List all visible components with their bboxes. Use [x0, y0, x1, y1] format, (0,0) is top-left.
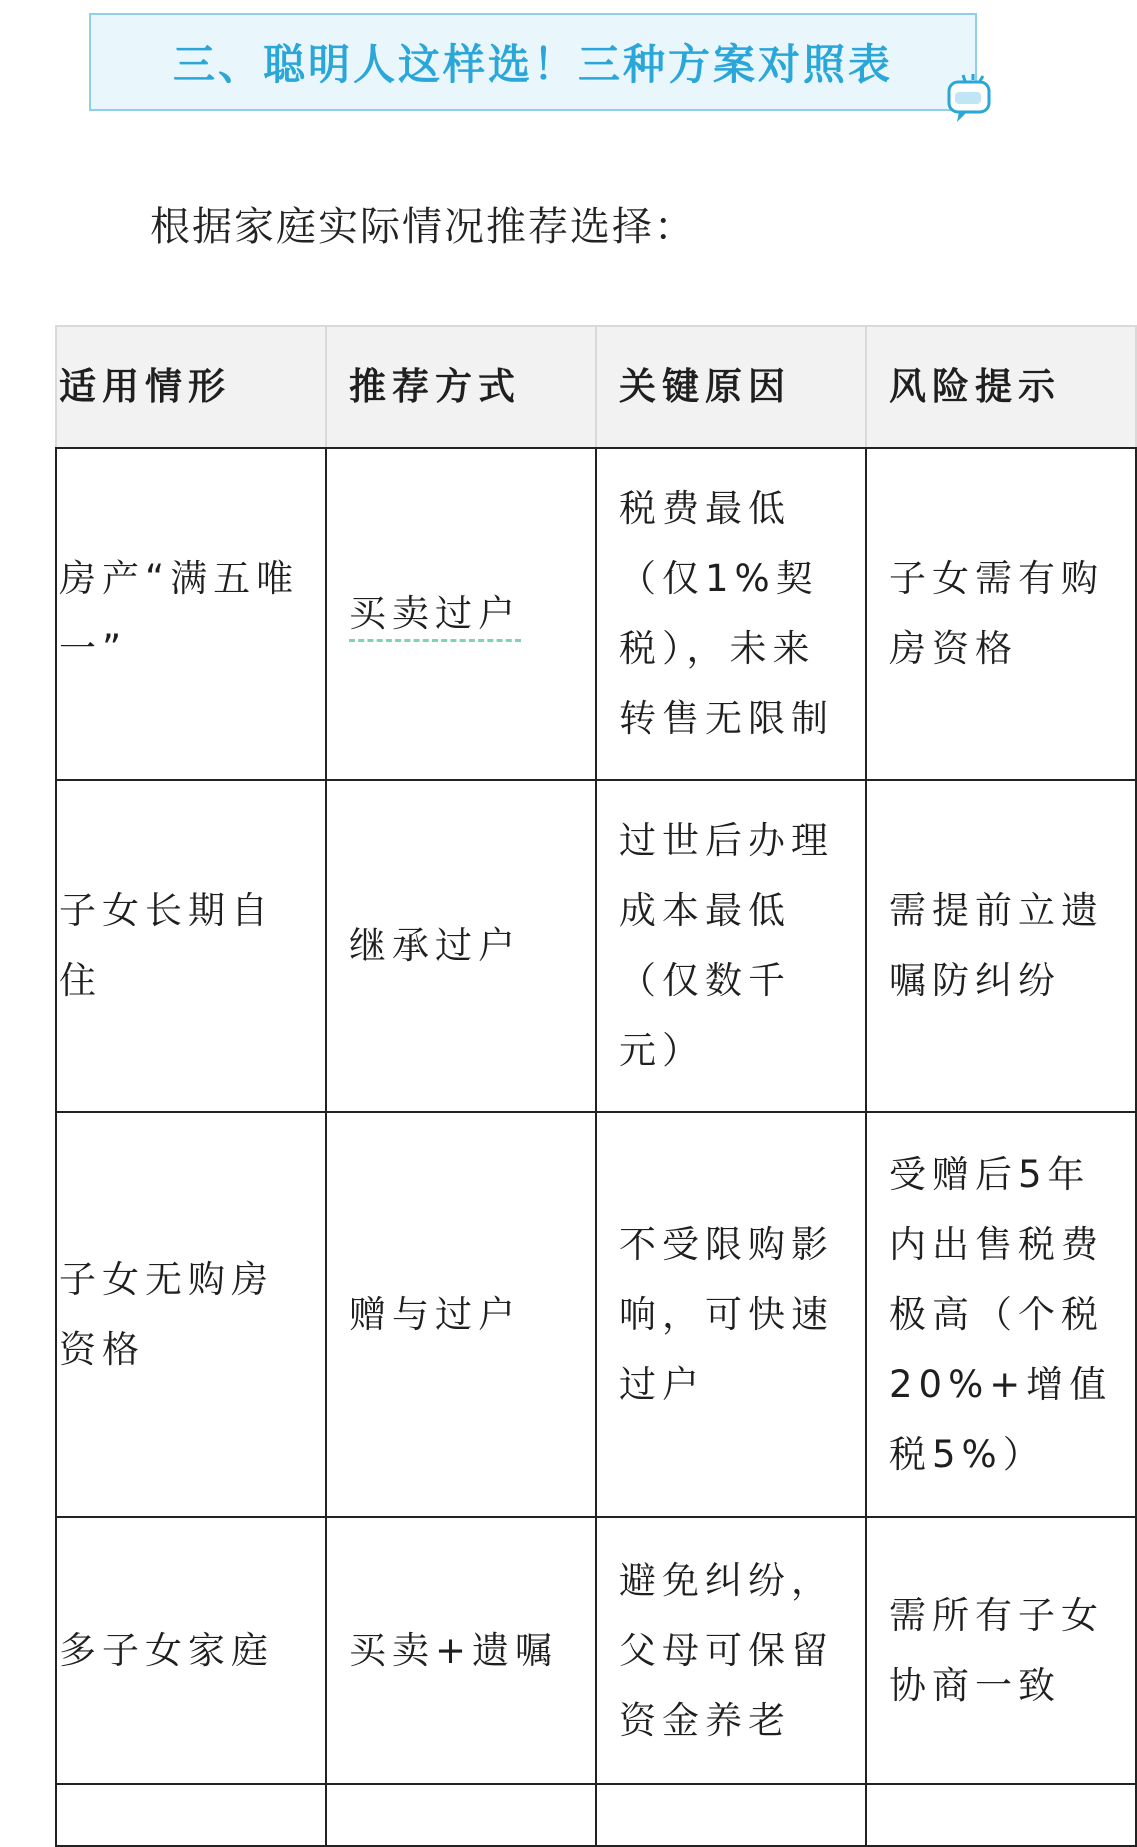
cell-situation: 房产“满五唯一”: [56, 448, 326, 780]
intro-text: 根据家庭实际情况推荐选择：: [150, 204, 696, 250]
cell-situation: 子女无购房资格: [56, 1112, 326, 1517]
header-method: 推荐方式: [326, 326, 596, 448]
table-row: [56, 448, 1136, 780]
cell-risk: [866, 1784, 1136, 1846]
table-header-row: [56, 326, 1136, 448]
method-link[interactable]: 买卖过户: [349, 592, 521, 642]
cell-risk: 子女需有购房资格: [866, 448, 1136, 780]
table-row: [56, 1112, 1136, 1517]
table-row: [56, 1517, 1136, 1784]
comparison-table-container[interactable]: [55, 325, 1113, 1809]
cell-risk: 需所有子女协商一致: [866, 1517, 1136, 1784]
cell-situation: 多子女家庭: [56, 1517, 326, 1784]
cell-risk: 受赠后5年内出售税费极高（个税20%+增值税5%）: [866, 1112, 1136, 1517]
cell-method: [326, 1784, 596, 1846]
cell-situation: 子女长期自住: [56, 780, 326, 1112]
cell-risk: 需提前立遗嘱防纠纷: [866, 780, 1136, 1112]
cell-method[interactable]: [326, 448, 596, 780]
table-row: [56, 1784, 1136, 1846]
cell-method: 继承过户: [326, 780, 596, 1112]
cell-situation: [56, 1784, 326, 1846]
cell-reason: 税费最低（仅1%契税），未来转售无限制: [596, 448, 866, 780]
header-risk: 风险提示: [866, 326, 1136, 448]
header-situation: 适用情形: [56, 326, 326, 448]
cell-reason: 避免纠纷，父母可保留资金养老: [596, 1517, 866, 1784]
cell-method: 赠与过户: [326, 1112, 596, 1517]
cell-method: 买卖+遗嘱: [326, 1517, 596, 1784]
cell-reason: 过世后办理成本最低（仅数千元）: [596, 780, 866, 1112]
cell-reason: [596, 1784, 866, 1846]
chat-bubble-icon: [945, 72, 993, 124]
comparison-table: [55, 325, 1137, 1847]
table-row: [56, 780, 1136, 1112]
header-reason: 关键原因: [596, 326, 866, 448]
cell-reason: 不受限购影响，可快速过户: [596, 1112, 866, 1517]
section-title: 三、聪明人这样选！三种方案对照表: [172, 40, 893, 89]
section-title-box: [89, 13, 977, 111]
